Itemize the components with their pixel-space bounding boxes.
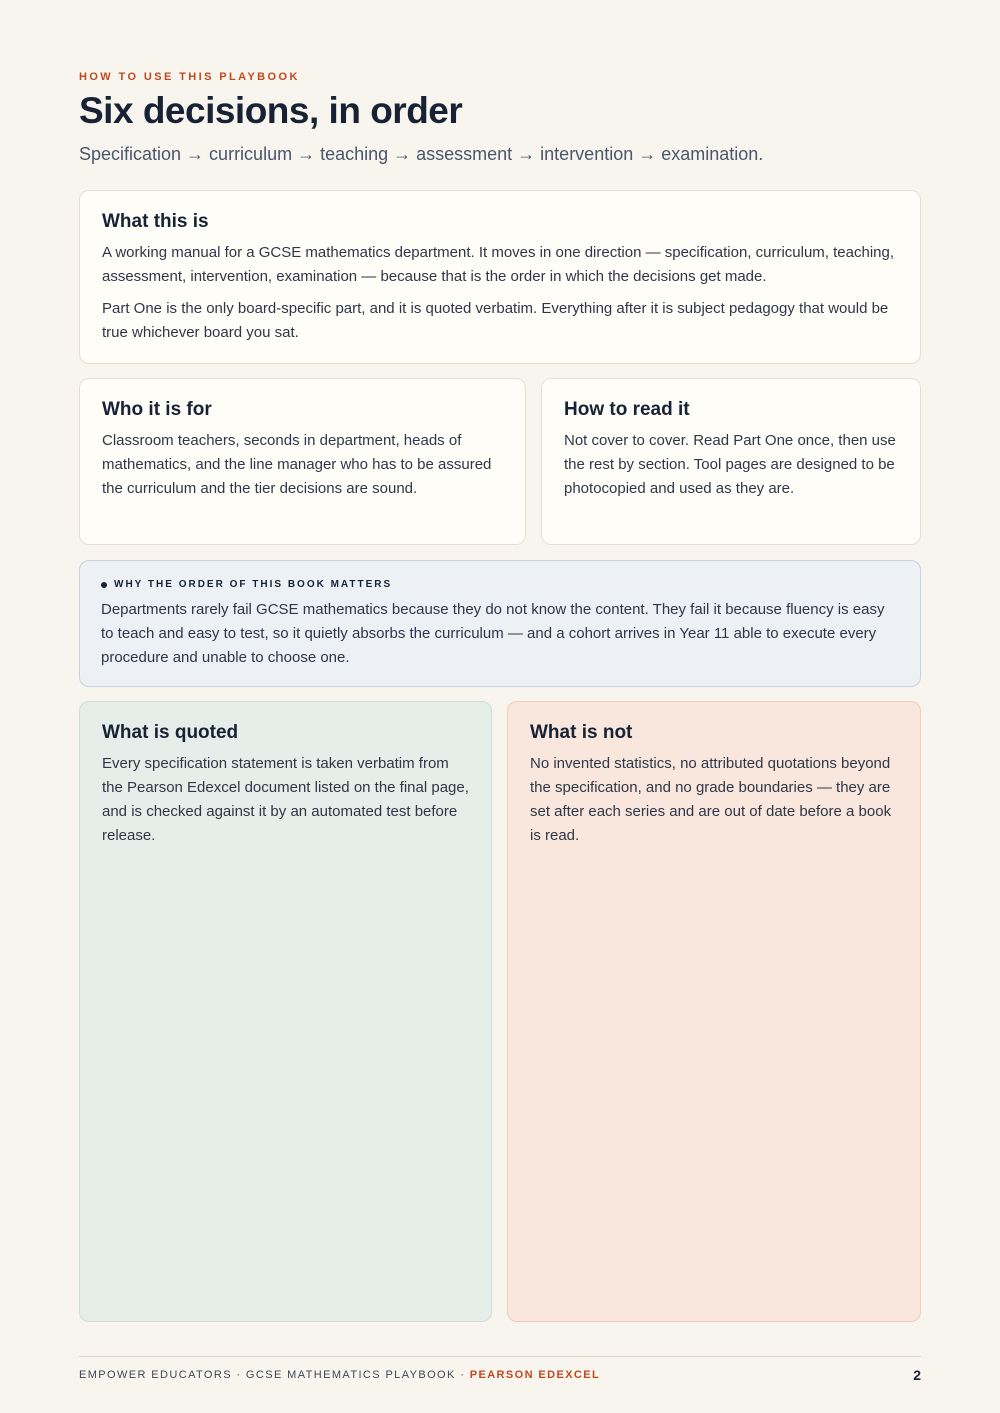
who-it-is-for-body: Classroom teachers, seconds in department, heads of mathematics, and the line manager who has to be assured the curriculum and the tier decisions are sound. xyxy=(102,432,492,497)
footer-publisher: EMPOWER EDUCATORS · GCSE MATHEMATICS PLAYBOOK · xyxy=(79,1369,470,1381)
what-this-is-heading: What this is xyxy=(102,211,209,232)
callout-label-row xyxy=(101,579,899,590)
page-subtitle: Specification → curriculum → teaching → assessment → intervention → examination. xyxy=(79,144,764,164)
how-to-read-body: Not cover to cover. Read Part One once, then use the rest by section. Tool pages are designed to be photocopied and used as they are. xyxy=(564,432,896,497)
page-number: 2 xyxy=(913,1367,921,1383)
how-to-read-card xyxy=(541,378,921,545)
what-is-quoted-card xyxy=(79,701,492,1322)
page-title: Six decisions, in order xyxy=(79,90,463,131)
what-this-is-paragraph-1: A working manual for a GCSE mathematics department. It moves in one direction — specification, curriculum, teaching, assessment, intervention, examination — because that is the order in which the decisions get made. xyxy=(102,244,895,285)
what-is-quoted-body: Every specification statement is taken verbatim from the Pearson Edexcel document listed on the final page, and is checked against it by an automated test before release. xyxy=(102,755,469,844)
order-callout xyxy=(79,560,921,687)
what-this-is-card xyxy=(79,190,921,364)
who-it-is-for-card xyxy=(79,378,526,545)
what-this-is-paragraph-2: Part One is the only board-specific part, and it is quoted verbatim. Everything after it is subject pedagogy that would be true whichever board you sat. xyxy=(102,300,889,341)
callout-label: WHY THE ORDER OF THIS BOOK MATTERS xyxy=(114,579,393,590)
what-is-quoted-heading: What is quoted xyxy=(102,722,239,743)
callout-body: Departments rarely fail GCSE mathematics because they do not know the content. They fail it because fluency is easy to teach and easy to test, so it quietly absorbs the curriculum — and a cohort arrives in Year 11 able to execute every procedure and unable to choose one. xyxy=(101,601,885,666)
footer-divider xyxy=(79,1356,921,1357)
page-footer xyxy=(79,1367,921,1383)
what-is-not-body: No invented statistics, no attributed quotations beyond the specification, and no grade boundaries — they are set after each series and are out of date before a book is read. xyxy=(530,755,892,844)
section-kicker: HOW TO USE THIS PLAYBOOK xyxy=(79,71,300,83)
who-it-is-for-heading: Who it is for xyxy=(102,399,212,420)
footer-running-title xyxy=(79,1369,600,1381)
bullet-dot-icon xyxy=(101,582,107,588)
what-is-not-heading: What is not xyxy=(530,722,633,743)
what-is-not-card xyxy=(507,701,921,1322)
footer-board: PEARSON EDEXCEL xyxy=(469,1369,601,1381)
how-to-read-heading: How to read it xyxy=(564,399,690,420)
